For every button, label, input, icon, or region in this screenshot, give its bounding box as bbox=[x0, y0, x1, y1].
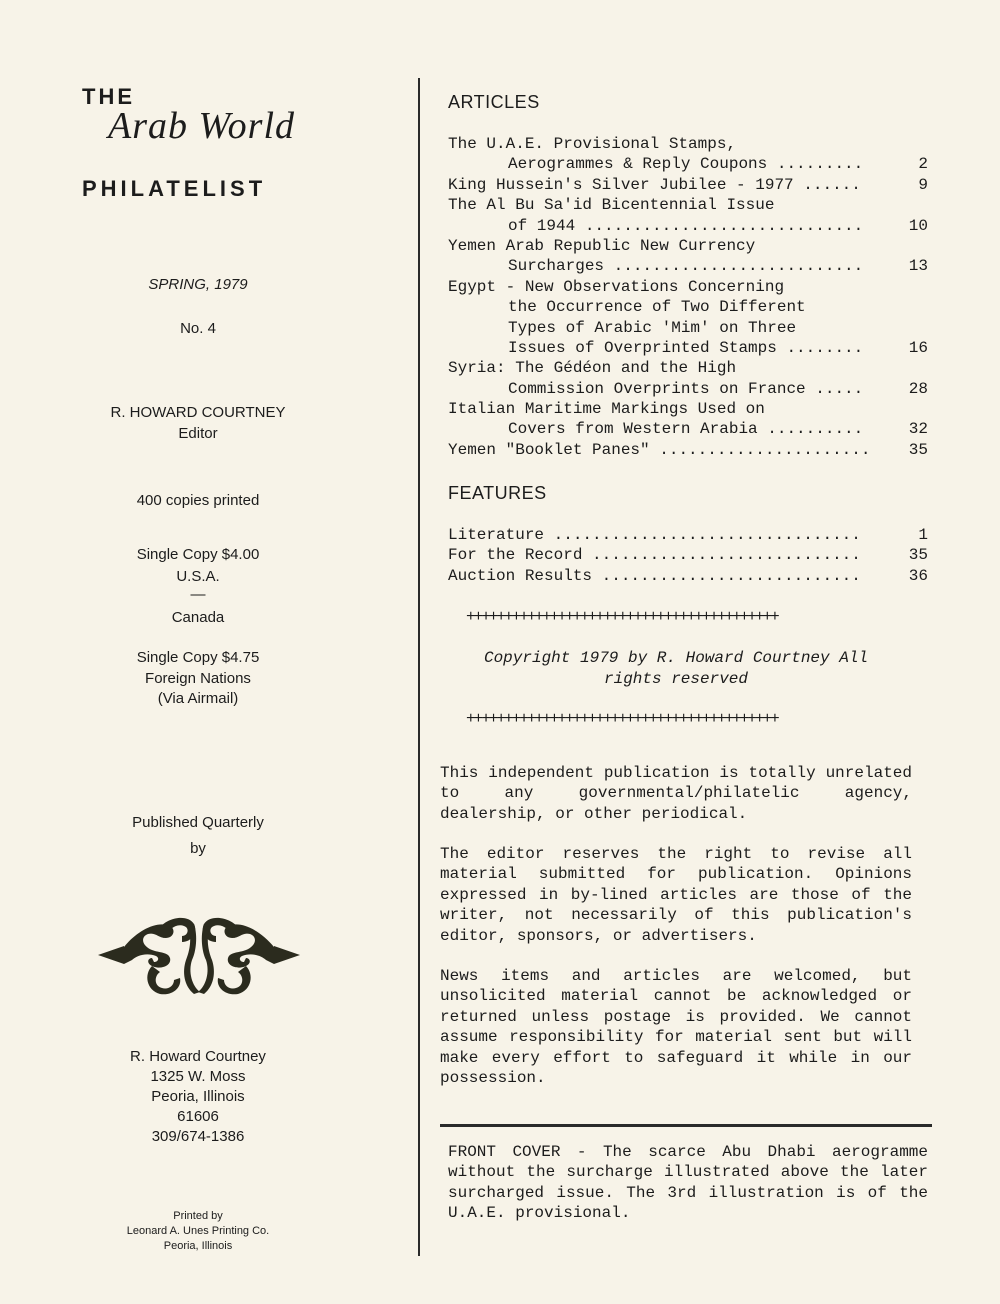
toc-entry-text: The U.A.E. Provisional Stamps, bbox=[448, 135, 737, 153]
toc-entry bbox=[448, 440, 928, 460]
toc-entry-text: of 1944 ............................. bbox=[508, 216, 864, 235]
toc-page-number: 28 bbox=[908, 379, 928, 398]
editor-name: R. HOWARD COURTNEY bbox=[110, 404, 286, 421]
copyright-line1: Copyright 1979 by R. Howard Courtney All bbox=[483, 649, 869, 667]
articles-list bbox=[448, 134, 928, 460]
printer-line3: Peoria, Illinois bbox=[163, 1240, 233, 1252]
publisher-name: R. Howard Courtney bbox=[130, 1048, 266, 1065]
toc-page-number: 9 bbox=[918, 175, 928, 194]
column-divider bbox=[418, 78, 420, 1256]
toc-page-number: 36 bbox=[908, 566, 928, 585]
toc-entry-text: Surcharges .......................... bbox=[508, 257, 864, 276]
toc-entry bbox=[448, 256, 928, 276]
toc-entry bbox=[448, 399, 928, 419]
usa-label: U.S.A. bbox=[176, 568, 220, 585]
toc-entry-text: Commission Overprints on France ..... bbox=[508, 379, 864, 398]
toc-entry bbox=[448, 277, 928, 297]
plus-border-top: +++++++++++++++++++++++++++++++++++++++++ bbox=[466, 608, 778, 626]
masthead-column bbox=[0, 0, 410, 1304]
toc-page-number: 1 bbox=[918, 526, 928, 544]
toc-entry bbox=[448, 419, 928, 439]
features-list bbox=[448, 525, 928, 586]
toc-entry-text: For the Record ............................ bbox=[448, 546, 861, 565]
toc-entry-text: the Occurrence of Two Different bbox=[508, 298, 806, 317]
copyright-notice bbox=[466, 648, 886, 690]
editor-rights-paragraph: The editor reserves the right to revise all material submitted for publication. Opinions expressed in by-lined articles are those of the writer, not necessarily of this publication's editor, sponsors, or advertisers. bbox=[440, 845, 912, 945]
toc-page-number: 13 bbox=[908, 257, 928, 276]
toc-entry bbox=[448, 236, 928, 256]
toc-entry-text: Syria: The Gédéon and the High bbox=[448, 359, 737, 378]
toc-entry bbox=[448, 195, 928, 215]
toc-page-number: 16 bbox=[908, 338, 928, 357]
toc-entry-text: Types of Arabic 'Mim' on Three bbox=[508, 318, 797, 337]
toc-entry bbox=[448, 525, 928, 545]
canada-label: Canada bbox=[171, 609, 225, 626]
toc-entry bbox=[448, 318, 928, 338]
printer-line2: Leonard A. Unes Printing Co. bbox=[126, 1225, 270, 1237]
news-items-paragraph: News items and articles are welcomed, but unsolicited material cannot be acknowledged or returned unless postage is provided. We cannot assume responsibility for material sent but will make every effort to safeguard it while in our possession. bbox=[440, 967, 912, 1088]
foreign-label: Foreign Nations bbox=[145, 670, 251, 687]
toc-entry bbox=[448, 154, 928, 174]
ornament-icon bbox=[96, 912, 302, 998]
toc-entry bbox=[448, 216, 928, 236]
toc-entry bbox=[448, 566, 928, 586]
toc-entry-text: The Al Bu Sa'id Bicentennial Issue bbox=[448, 196, 775, 215]
usa-price: Single Copy $4.00 bbox=[136, 546, 260, 563]
independence-paragraph: This independent publication is totally unrelated to any governmental/philatelic agency, dealership, or other periodical. bbox=[440, 764, 912, 823]
masthead-script-title: Arab World bbox=[108, 105, 296, 147]
toc-entry bbox=[448, 175, 928, 195]
toc-entry bbox=[448, 338, 928, 358]
toc-entry bbox=[448, 297, 928, 317]
published-by: by bbox=[190, 840, 206, 857]
masthead-the: THE bbox=[82, 84, 135, 109]
toc-entry-text: Italian Maritime Markings Used on bbox=[448, 400, 765, 419]
toc-page-number: 2 bbox=[918, 155, 928, 174]
toc-entry-text: Egypt - New Observations Concerning bbox=[448, 277, 785, 296]
front-cover-caption: FRONT COVER - The scarce Abu Dhabi aerogramme without the surcharge illustrated above the later surcharged issue. The 3rd illustration is of the U.A.E. provisional. bbox=[448, 1143, 928, 1223]
editor-role: Editor bbox=[178, 425, 218, 442]
toc-page-number: 10 bbox=[908, 216, 928, 235]
toc-entry-text: Yemen Arab Republic New Currency bbox=[448, 236, 756, 255]
toc-entry bbox=[448, 545, 928, 565]
toc-entry bbox=[448, 134, 928, 154]
toc-entry-text: Covers from Western Arabia .......... bbox=[508, 420, 864, 439]
horizontal-rule bbox=[440, 1124, 932, 1127]
toc-page-number: 35 bbox=[908, 546, 928, 565]
price-dash: — bbox=[190, 586, 206, 603]
publisher-zip: 61606 bbox=[177, 1108, 219, 1125]
publisher-street: 1325 W. Moss bbox=[150, 1068, 246, 1085]
toc-entry-text: King Hussein's Silver Jubilee - 1977 ...... bbox=[448, 175, 861, 194]
toc-entry-text: Literature ................................ bbox=[448, 526, 861, 544]
print-run: 400 copies printed bbox=[136, 492, 260, 509]
articles-heading: ARTICLES bbox=[448, 92, 540, 112]
publisher-phone: 309/674-1386 bbox=[151, 1128, 245, 1145]
foreign-note: (Via Airmail) bbox=[157, 690, 239, 707]
masthead-philatelist: PHILATELIST bbox=[82, 176, 267, 201]
foreign-price: Single Copy $4.75 bbox=[136, 649, 260, 666]
features-heading: FEATURES bbox=[448, 483, 547, 503]
toc-entry bbox=[448, 358, 928, 378]
issue-season: SPRING, 1979 bbox=[148, 276, 248, 293]
toc-entry-text: Yemen "Booklet Panes" ...................... bbox=[448, 440, 871, 459]
toc-page-number: 35 bbox=[908, 440, 928, 459]
plus-border-bottom: +++++++++++++++++++++++++++++++++++++++++ bbox=[466, 710, 778, 728]
copyright-line2: rights reserved bbox=[603, 670, 749, 688]
publisher-city: Peoria, Illinois bbox=[151, 1088, 245, 1105]
printer-line1: Printed by bbox=[173, 1210, 223, 1222]
toc-entry-text: Auction Results ........................... bbox=[448, 566, 861, 585]
toc-entry-text: Aerogrammes & Reply Coupons ......... bbox=[508, 155, 864, 174]
toc-entry-text: Issues of Overprinted Stamps ........ bbox=[508, 338, 864, 357]
toc-page-number: 32 bbox=[908, 420, 928, 439]
issue-number: No. 4 bbox=[180, 320, 216, 337]
published-quarterly: Published Quarterly bbox=[132, 814, 264, 831]
toc-entry bbox=[448, 379, 928, 399]
